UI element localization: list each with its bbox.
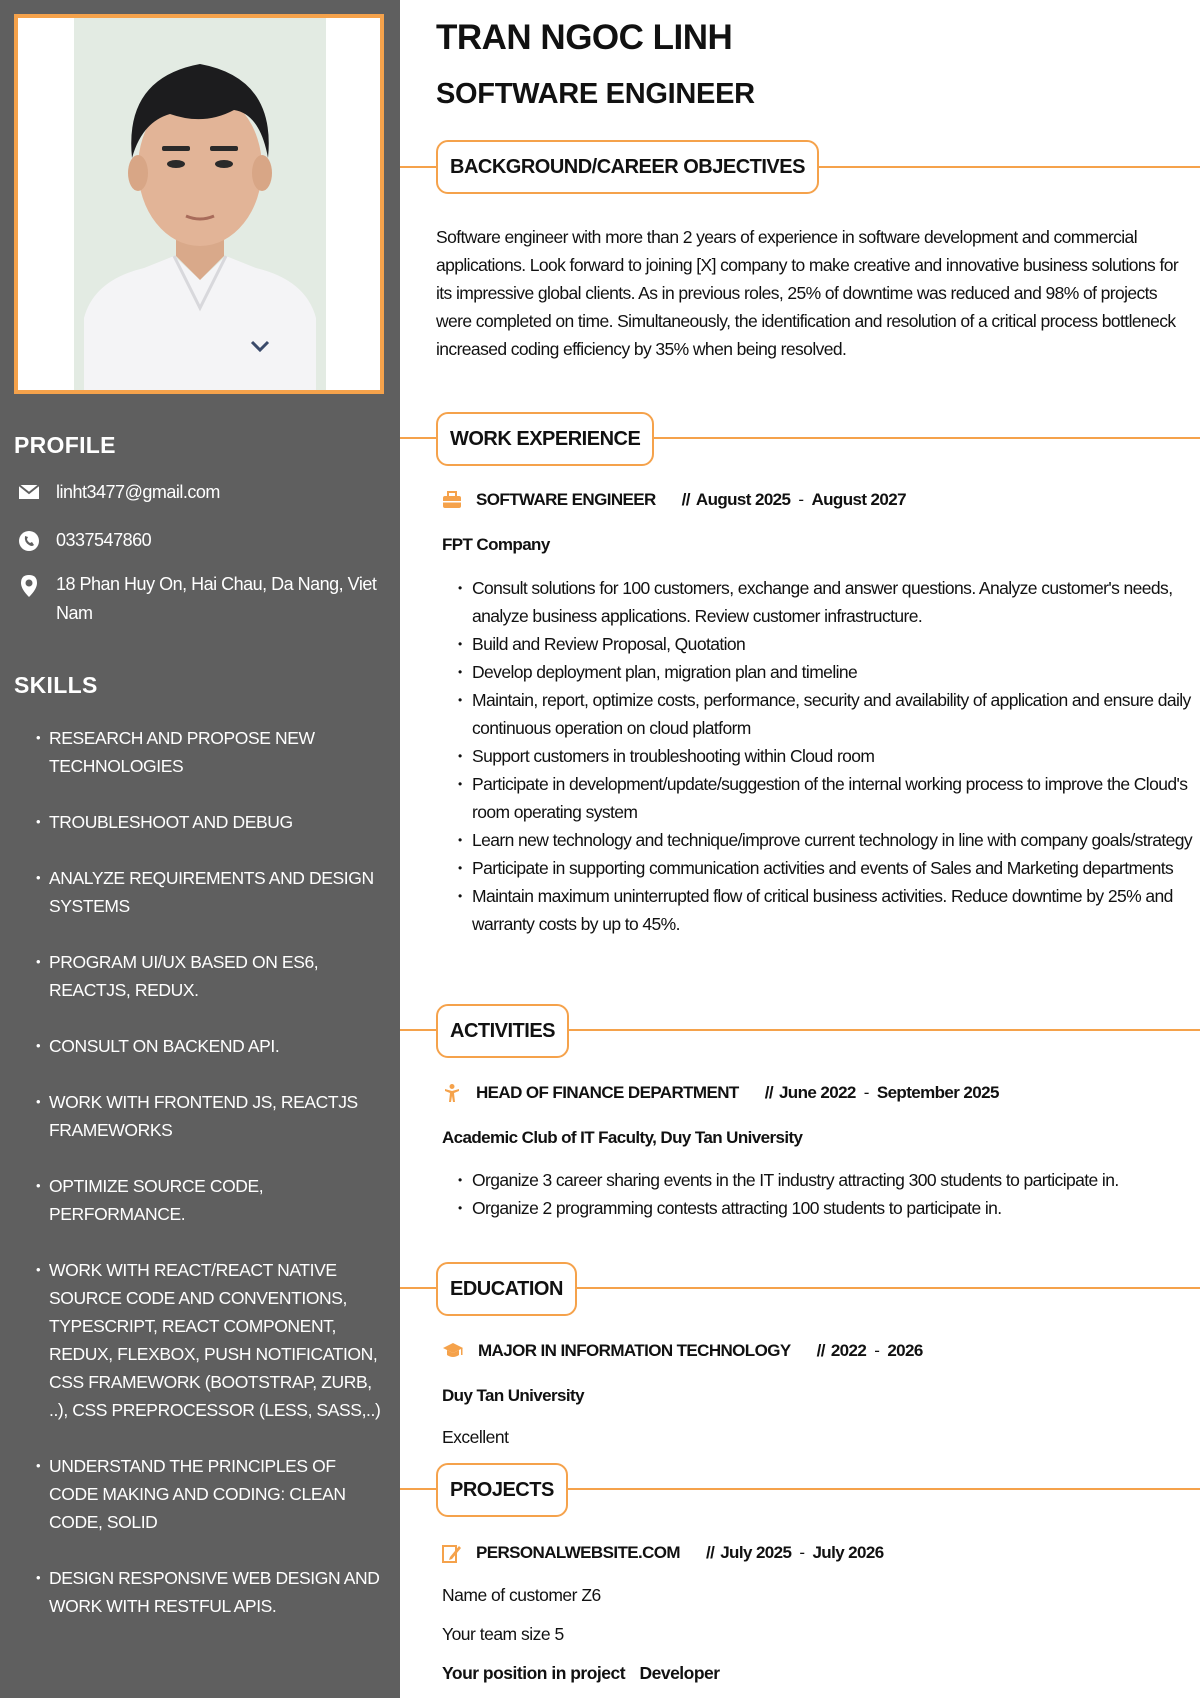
- skill-item: • OPTIMIZE SOURCE CODE, PERFORMANCE.: [36, 1172, 388, 1228]
- activities-heading: ACTIVITIES: [436, 1004, 569, 1058]
- graduation-cap-icon: [442, 1342, 464, 1360]
- projects-heading: PROJECTS: [436, 1463, 568, 1517]
- activities-start: June 2022: [778, 1083, 856, 1102]
- experience-heading: WORK EXPERIENCE: [436, 412, 654, 466]
- sidebar: [0, 0, 400, 1698]
- project-start: July 2025: [720, 1543, 792, 1562]
- skill-item: • ANALYZE REQUIREMENTS AND DESIGN SYSTEMS: [36, 864, 388, 920]
- contact-email: [18, 478, 378, 507]
- project-team-label: Your team size: [442, 1624, 551, 1644]
- profile-photo: [74, 18, 326, 390]
- list-item: • Participate in supporting communication activities and events of Sales and Marketing departments: [458, 854, 1198, 882]
- skill-item: • DESIGN RESPONSIVE WEB DESIGN AND WORK WITH RESTFUL APIS.: [36, 1564, 388, 1620]
- profile-heading: PROFILE: [14, 432, 116, 458]
- education-heading: EDUCATION: [436, 1262, 577, 1316]
- project-customer-value: Z6: [581, 1585, 601, 1605]
- list-item: • Organize 2 programming contests attracting 100 students to participate in.: [458, 1194, 1198, 1222]
- candidate-title: SOFTWARE ENGINEER: [436, 78, 755, 110]
- activities-bullets: [458, 1166, 1198, 1222]
- phone-icon: [18, 530, 40, 552]
- activities-entry-header: [442, 1083, 999, 1103]
- contact-phone: [18, 526, 378, 555]
- experience-bullets: [458, 574, 1198, 938]
- skill-item: • RESEARCH AND PROPOSE NEW TECHNOLOGIES: [36, 724, 388, 780]
- skill-item: • WORK WITH FRONTEND JS, REACTJS FRAMEWORKS: [36, 1088, 388, 1144]
- activities-role: HEAD OF FINANCE DEPARTMENT: [476, 1083, 739, 1102]
- activities-org: Academic Club of IT Faculty, Duy Tan University: [442, 1128, 803, 1147]
- list-item: • Participate in development/update/suggestion of the internal working process to improve the Cloud's room operating system: [458, 770, 1198, 826]
- project-customer: [442, 1585, 601, 1606]
- project-position: [442, 1663, 720, 1684]
- project-position-value: Developer: [639, 1663, 720, 1683]
- objective-heading: BACKGROUND/CAREER OBJECTIVES: [436, 140, 819, 194]
- skills-list: [36, 724, 388, 1648]
- date-separator: //: [681, 490, 690, 509]
- list-item: • Maintain maximum uninterrupted flow of critical business activities. Reduce downtime by 25% and warranty costs by up to 45%.: [458, 882, 1198, 938]
- project-team-value: 5: [554, 1624, 564, 1644]
- list-item: • Learn new technology and technique/improve current technology in line with company goals/strategy: [458, 826, 1198, 854]
- activities-end: September 2025: [876, 1083, 999, 1102]
- skill-item: • WORK WITH REACT/REACT NATIVE SOURCE CODE AND CONVENTIONS, TYPESCRIPT, REACT COMPONENT, REDUX, FLEXBOX, PUSH NOTIFICATION, CSS FRAMEWORK (BOOTSTRAP, ZURB, ..), CSS PREPROCESSOR (LESS, SASS,..): [36, 1256, 388, 1424]
- project-name: PERSONALWEBSITE.COM: [476, 1543, 680, 1562]
- briefcase-icon: [442, 491, 462, 509]
- list-item: • Develop deployment plan, migration plan and timeline: [458, 658, 1198, 686]
- projects-entry-header: [442, 1543, 884, 1563]
- date-dash: -: [863, 1083, 869, 1102]
- date-dash: -: [799, 1543, 805, 1562]
- date-separator: //: [816, 1341, 825, 1360]
- experience-start: August 2025: [695, 490, 791, 509]
- date-dash: -: [798, 490, 804, 509]
- education-end: 2026: [887, 1341, 923, 1360]
- list-item: • Maintain, report, optimize costs, performance, security and availability of application and ensure daily continuous operation on cloud platform: [458, 686, 1198, 742]
- date-dash: -: [874, 1341, 880, 1360]
- location-pin-icon: [18, 574, 40, 598]
- date-separator: //: [705, 1543, 715, 1562]
- education-major: MAJOR IN INFORMATION TECHNOLOGY: [478, 1341, 791, 1360]
- education-start: 2022: [830, 1341, 867, 1360]
- project-end: July 2026: [812, 1543, 884, 1562]
- list-item: • Build and Review Proposal, Quotation: [458, 630, 1198, 658]
- project-team-size: [442, 1624, 564, 1645]
- profile-photo-frame: [14, 14, 384, 394]
- phone-text: 0337547860: [56, 530, 152, 550]
- skill-item: • PROGRAM UI/UX BASED ON ES6, REACTJS, REDUX.: [36, 948, 388, 1004]
- address-text: 18 Phan Huy On, Hai Chau, Da Nang, Viet Nam: [56, 574, 377, 623]
- skill-item: • CONSULT ON BACKEND API.: [36, 1032, 388, 1060]
- main-content: [400, 0, 1200, 1698]
- education-school: Duy Tan University: [442, 1386, 584, 1405]
- objective-text: Software engineer with more than 2 years of experience in software development and commercial applications. Look forward to joining [X] company to make creative and innovative business solutions for its impressive global clients. As in previous roles, 25% of downtime was reduced and 98% of projects were completed on time. Simultaneously, the identification and resolution of a critical process bottleneck increased coding efficiency by 35% when being resolved.: [436, 227, 1179, 359]
- experience-role: SOFTWARE ENGINEER: [476, 490, 656, 509]
- candidate-name: TRAN NGOC LINH: [436, 18, 733, 57]
- skill-item: • UNDERSTAND THE PRINCIPLES OF CODE MAKING AND CODING: CLEAN CODE, SOLID: [36, 1452, 388, 1536]
- experience-company: FPT Company: [442, 535, 550, 554]
- list-item: • Consult solutions for 100 customers, exchange and answer questions. Analyze customer's needs, analyze business applications. Review customer infrastructure.: [458, 574, 1198, 630]
- skill-item: • TROUBLESHOOT AND DEBUG: [36, 808, 388, 836]
- project-position-label: Your position in project: [442, 1663, 626, 1683]
- contact-address: [18, 570, 378, 628]
- skills-heading: SKILLS: [14, 672, 98, 698]
- project-customer-label: Name of customer: [442, 1585, 577, 1605]
- experience-entry-header: [442, 490, 906, 510]
- email-text: linht3477@gmail.com: [56, 482, 220, 502]
- education-grade: Excellent: [442, 1427, 509, 1447]
- list-item: • Support customers in troubleshooting within Cloud room: [458, 742, 1198, 770]
- person-icon: [442, 1083, 462, 1103]
- list-item: • Organize 3 career sharing events in the IT industry attracting 300 students to participate in.: [458, 1166, 1198, 1194]
- date-separator: //: [764, 1083, 773, 1102]
- experience-end: August 2027: [811, 490, 906, 509]
- edit-document-icon: [442, 1543, 462, 1563]
- education-entry-header: [442, 1341, 923, 1361]
- email-icon: [18, 482, 40, 502]
